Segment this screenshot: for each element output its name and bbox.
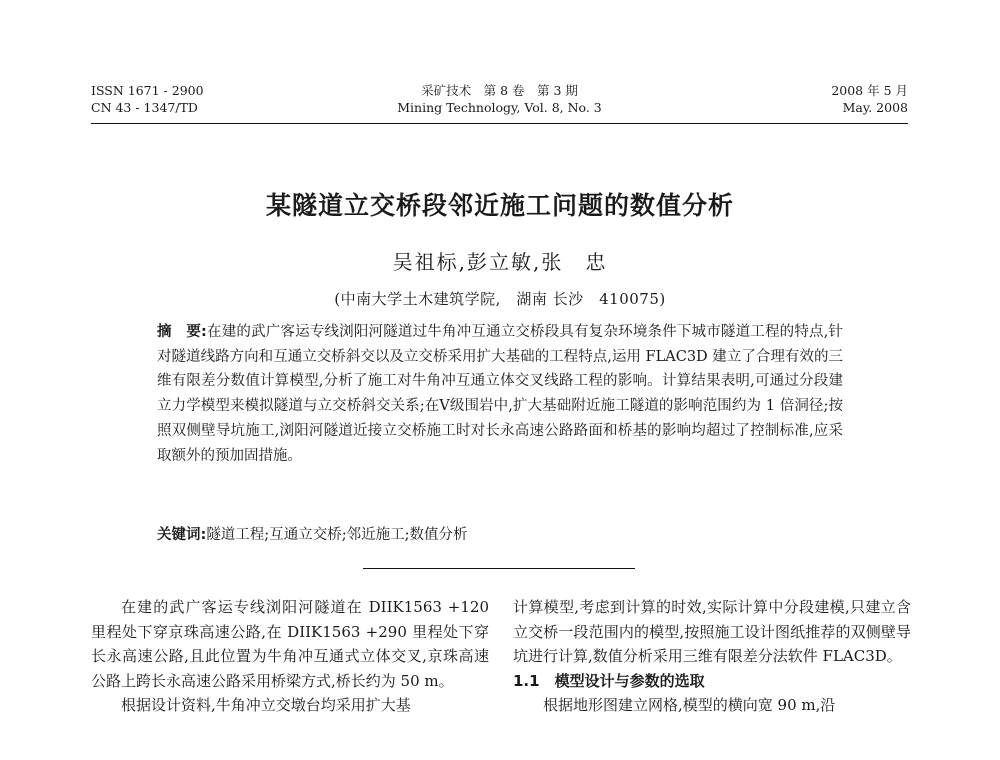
- header-center: [91, 82, 908, 116]
- issue-date-en: May. 2008: [842, 100, 908, 115]
- body-column-left: [91, 595, 489, 718]
- abstract: [157, 320, 843, 468]
- cn-text: CN 43 - 1347/TD: [91, 100, 198, 115]
- body-paragraph: 计算模型,考虑到计算的时效,实际计算中分段建模,只建立含立交桥一段范围内的模型,按照施工设计图纸推荐的双侧壁导坑进行计算,数值分析采用三维有限差分法软件 FLAC3D。: [513, 598, 911, 666]
- keywords: [157, 524, 843, 546]
- abstract-label: 摘 要:: [157, 324, 207, 340]
- article-authors: 吴祖标,彭立敏,张 忠: [392, 250, 608, 274]
- section-heading: 1.1 模型设计与参数的选取: [513, 671, 705, 690]
- keywords-label: 关键词:: [157, 527, 207, 543]
- body-paragraph: 根据地形图建立网格,模型的横向宽 90 m,沿: [543, 696, 836, 715]
- abstract-text: 在建的武广客运专线浏阳河隧道过牛角冲互通立交桥段具有复杂环境条件下城市隧道工程的特点,针对隧道线路方向和互通立交桥斜交以及立交桥采用扩大基础的工程特点,运用 FLAC3D 建立了合理有效的三维有限差分数值计算模型,分析了施工对牛角冲互通立体交叉线路工程的影响。计算结果表明,可通过分段建立力学模型来模拟隧道与立交桥斜交关系;在Ⅴ级围岩中,扩大基础附近施工隧道的影响范围约为 1 倍洞径;按照双侧壁导坑施工,浏阳河隧道近接立交桥施工时对长永高速公路路面和桥基的影响均超过了控制标准,应采取额外的预加固措施。: [157, 324, 843, 464]
- header-right: [831, 82, 908, 116]
- article-affiliation: (中南大学土木建筑学院, 湖南 长沙 410075): [334, 290, 666, 308]
- body-column-right: [513, 595, 911, 718]
- journal-name-en: Mining Technology, Vol. 8, No. 3: [397, 100, 602, 115]
- header-rule: [91, 123, 908, 124]
- running-header: [91, 82, 908, 122]
- article-title: 某隧道立交桥段邻近施工问题的数值分析: [265, 191, 734, 220]
- keywords-text: 隧道工程;互通立交桥;邻近施工;数值分析: [206, 527, 468, 543]
- issn-text: ISSN 1671 - 2900: [91, 83, 204, 98]
- journal-name-cn: 采矿技术 第 8 卷 第 3 期: [421, 83, 578, 98]
- body-paragraph: 在建的武广客运专线浏阳河隧道在 DIIK1563 +120 里程处下穿京珠高速公路,在 DIIK1563 +290 里程处下穿长永高速公路,且此位置为牛角冲互通式立体交叉,京珠高速公路上跨长永高速公路采用桥梁方式,桥长约为 50 m。: [91, 598, 489, 690]
- section-divider: [363, 568, 635, 569]
- body-paragraph: 根据设计资料,牛角冲立交墩台均采用扩大基: [121, 696, 411, 715]
- issue-date-cn: 2008 年 5 月: [831, 83, 908, 98]
